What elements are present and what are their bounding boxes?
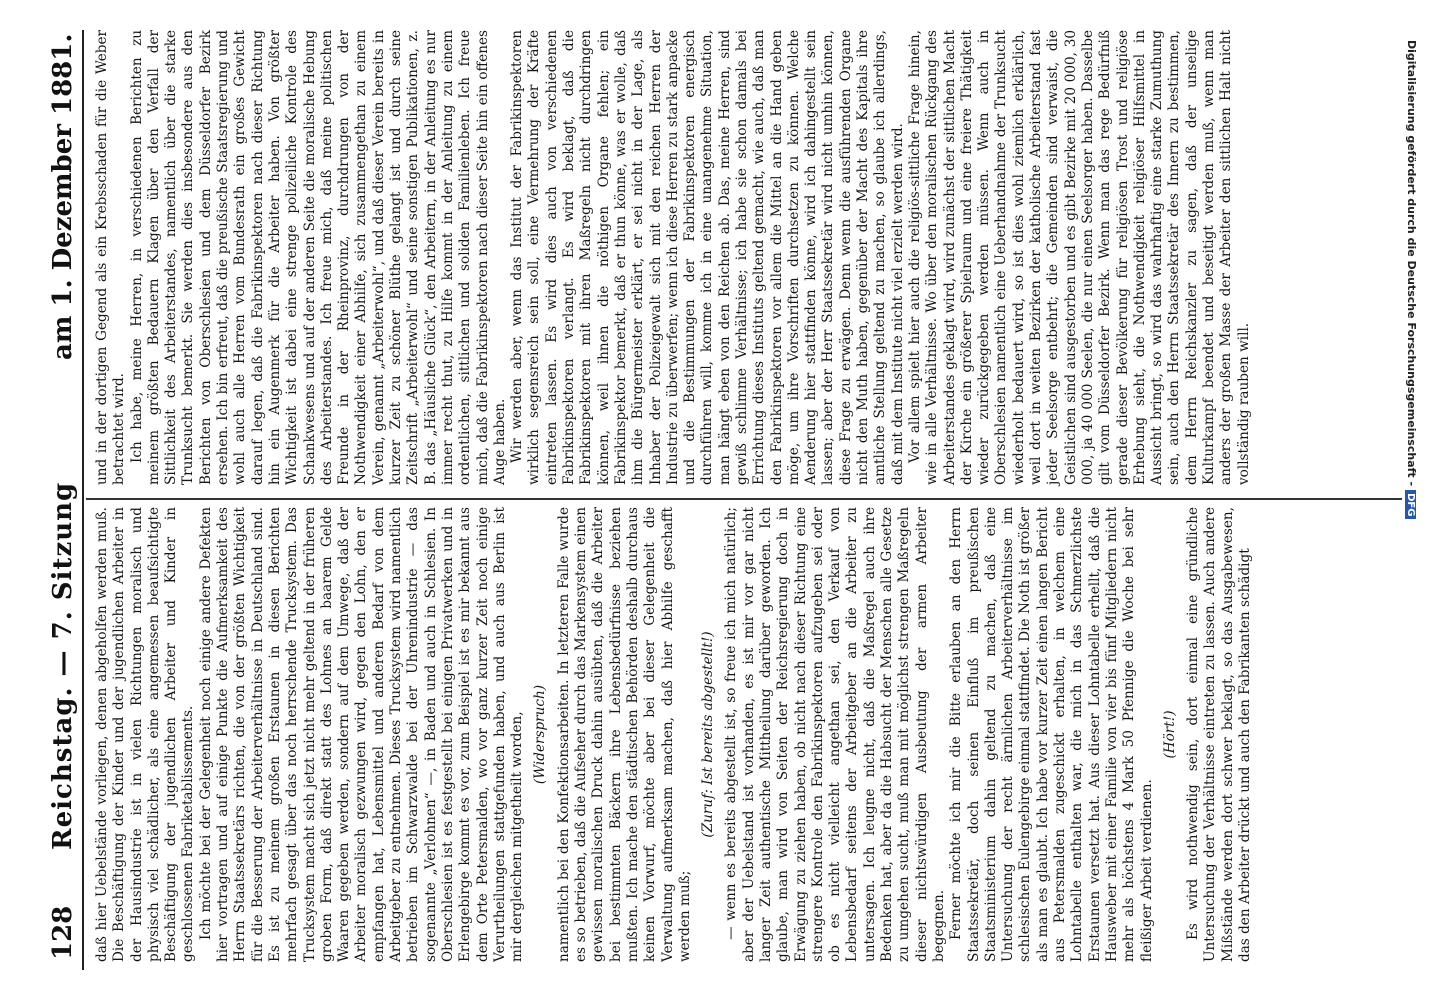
column-divider [86, 498, 1402, 500]
header-rule [82, 30, 84, 970]
page-header [44, 30, 78, 970]
session-title: Reichstag. — 7. Sitzung [48, 481, 78, 850]
session-date: am 1. Dezember 1881. [48, 33, 78, 360]
paragraph: Ich möchte bei der Gelegenheit noch einige andere Defekten hier vortragen und auf einige Punkte die Aufmerksamkeit des Herrn Staatssekretärs richten, die von der größten Wichtigkeit für die Besserung der Arbeiterverhältnisse in Deutschland sind. Es ist zu meinem großen Erstaunen in diesen Berichten mehrfach gesagt über das noch herrschende Trucksystem. Das Trucksystem macht sich jetzt nicht mehr geltend in der früheren groben Form, daß direkt statt des Lohnes an baarem Gelde Waaren gegeben werden, sondern auf dem Umwege, daß der Arbeiter moralisch gezwungen wird, gegen den Lohn, den er empfangen hat, Lebensmittel und anderen Bedarf von dem Arbeitgeber zu entnehmen. Dieses Trucksystem wird namentlich betrieben im Schwarzwalde bei der Uhrenindustrie — das sogenannte „Verlohnen“ —, in Baden und auch in Schlesien. In Oberschlesien ist es festgestellt bei einigen Privatwerken und in Erlengebirge kommt es vor, zum Beispiel ist es mir bekannt aus dem Orte Petersmalden, wo vor ganz kurzer Zeit noch einige Verurtheilungen stattgefunden haben, und auch aus Berlin ist mir dergleichen mitgetheilt worden, [197, 507, 526, 962]
interjection: (Widerspruch) [532, 684, 549, 785]
digitization-credit [1404, 40, 1418, 940]
paragraph: namentlich bei den Konfektionsarbeiten. In letzteren Falle wurde es so betrieben, daß die Aufseher durch das Markensystem einen gewissen moralischen Druck dahin ausübten, daß die Arbeiter bei bestimmten Bäckern ihre Lebensbedürfnisse beziehen mußten. Ich mache den städtischen Behörden deshalb durchaus keinen Vorwurf, möchte aber bei dieser Gelegenheit die Verwaltung aufmerksam machen, daß hier Abhilfe geschafft werden muß; [555, 507, 693, 962]
interjection: (Zuruf: Ist bereits abgestellt!) [700, 631, 717, 838]
paragraph: Vor allem spielt hier auch die religiös-sittliche Frage hinein, wie in alle Verhältnisse. Wo über den moralischen Rückgang des Arbeiterstandes geklagt wird, wird zunächst der sittlichen Macht der Kirche ein größerer Spielraum und eine freiere Thätigkeit wieder zurückgegeben werden müssen. Wenn auch in Oberschlesien namentlich eine Ueberhandnahme der Trunksucht wiederholt bedauert wird, so ist dies wohl ziemlich erklärlich, weil dort in weiten Bezirken der katholische Arbeiterstand fast jeder Seelsorge entbehrt; die Gemeinden sind verwaist, die Geistlichen sind ausgestorben und es gibt Bezirke mit 20 000, 30 000, ja 40 000 Seelen, die nur einen Seelsorger haben. Dasselbe gilt vom Düsseldorfer Bezirk. Wenn man das rege Bedürfniß gerade dieser Bevölkerung für religiösen Trost und religiöse Erhebung sieht, die Nothwendigkeit religiöser Hilfsmittel in Aussicht bringt, so wird das wahrhaftig eine starke Zumuthung sein, auch den Herrn Staatssekretär des Innern zu bestimmen, dem Herrn Reichskanzler zu sagen, daß der unselige Kulturkampf beendet und beseitigt werden muß, wenn man anders der großen Masse der Arbeiter den sittlichen Halt nicht vollständig rauben will. [906, 30, 1252, 485]
dfg-logo: DFG [1405, 490, 1416, 519]
paragraph: Es wird nothwendig sein, dort einmal eine gründliche Untersuchung der Verhältnisse eintreten zu lassen. Auch andere Mißstände werden dort schwer beklagt, so das Ausgabewesen, das den Arbeiter drückt und auch den Fabrikanten schädigt [1185, 507, 1253, 962]
paragraph: Wir werden aber, wenn das Institut der Fabrikinspektoren wirklich segensreich sein soll, eine Vermehrung der Kräfte eintreten lassen. Es wird dies auch von verschiedenen Fabrikinspektoren verlangt. Es wird beklagt, daß die Fabrikinspektoren mit ihren Maßregeln nicht durchdringen können, weil ihnen die nöthigen Organe fehlen; ein Fabrikinspektor bemerkt, daß er thun könne, was er wolle, daß ihm die Bürgermeister erklärt, er sei nicht in der Lage, als Inhaber der Polizeigewalt sich mit den reichen Herren der Industrie zu überwerfen; wenn ich diese Herren zu stark anpacke und die Bestimmungen der Fabrikinspektoren energisch durchführen will, komme ich in eine unangenehme Situation, man hängt eben von den Reichen ab. Das, meine Herren, sind gewiß schlimme Verhältnisse; ich habe sie schon damals bei Errichtung dieses Instituts geltend gemacht, wie auch, daß man den Fabrikinspektoren vor allem die Mittel an die Hand geben möge, um ihre Vorschriften durchsetzen zu können. Welche Aenderung hier stattfinden könne, wird ich dahingestellt sein lassen; aber der Herr Staatssekretär wird nicht umhin können, diese Frage zu erwägen. Denn wenn die ausführenden Organe nicht den Muth haben, gegenüber der Macht des Kapitals ihre amtliche Stellung geltend zu machen, so glaube ich allerdings, daß mit dem Institute nicht viel erzielt werden wird. [509, 30, 906, 485]
page-number: 128 [48, 905, 78, 960]
credit-text: Digitalisierung gefördert durch die Deutsche Forschungsgemeinschaft - [1405, 40, 1418, 487]
interjection: (Hört!) [1161, 710, 1178, 759]
paragraph: daß hier Uebelstände vorliegen, denen abgeholfen werden muß. Die Beschäftigung der Kinder und der jugendlichen Arbeiter in der Hausindustrie ist in vielen Richtungen moralisch und physisch viel schädlicher, als eine angemessen beaufsichtigte Beschäftigung der jugendlichen Arbeiter und Kinder in geschlossenen Fabriketablissements. [94, 507, 197, 962]
paragraph: — wenn es bereits abgestellt ist, so freue ich mich natürlich; aber der Uebelstand ist vorhanden, es ist mir vor gar nicht langer Zeit authentische Mittheilung darüber geworden. Ich glaube, man wird von Seiten der Reichsregierung doch in Erwägung zu ziehen haben, ob nicht nach dieser Richtung eine strengere Kontrole den Fabrikinspektoren aufzugeben sei oder ob es nicht vielleicht angethan sei, den Verkauf von Lebensbedarf seitens der Arbeitgeber an die Arbeiter zu untersagen. Ich leugne nicht, daß die Maßregel auch ihre Bedenken hat, aber da die Habsucht der Menschen alle Gesetze zu umgehen sucht, muß man mit möglichst strengen Maßregeln dieser nichtswürdigen Ausbeutung der armen Arbeiter begegnen. [723, 507, 947, 962]
paragraph: Ich habe, meine Herren, in verschiedenen Berichten zu meinem größten Bedauern Klagen über den Verfall der Sittlichkeit des Arbeiterstandes, namentlich über die starke Trunksucht bemerkt. Sie werden dies insbesondere aus den Berichten von Oberschlesien und dem Düsseldorfer Bezirk ersehen. Ich bin erfreut, daß die preußische Staatsregierung und wohl auch alle Herren vom Bundesrath ein großes Gewicht darauf legen, daß die Fabrikinspektoren nach dieser Richtung hin ein Augenmerk für die Arbeiter haben. Von größter Wichtigkeit ist dabei eine strenge polizeiliche Kontrole des Schankwesens und auf der anderen Seite die moralische Hebung des Arbeiterstandes. Ich freue mich, daß meine politischen Freunde in der Rheinprovinz, durchdrungen von der Nothwendigkeit einer Abhilfe, sich zusammengethan zu einem Verein, genannt „Arbeiterwohl“, und daß dieser Verein bereits in kurzer Zeit zu schöner Blüthe gelangt ist und durch seine Zeitschrift „Arbeiterwohl“ und seine sonstigen Publikationen, z. B. das „Häusliche Glück“, den Arbeitern, in der Anleitung es nur immer recht thut, zu Hilfe kommt in der Anleitung zu einem ordentlichen, sittlichen und soliden Familienleben. Ich freue mich, daß die Fabrikinspektoren nach dieser Seite hin ein offenes Auge haben. [128, 30, 508, 485]
paragraph: und in der dortigen Gegend als ein Krebsschaden für die Weber betrachtet wird. [94, 30, 128, 485]
left-column [94, 507, 1254, 962]
paragraph: Ferner möchte ich mir die Bitte erlauben an den Herrn Staatssekretär, doch seinen Einfluß im preußischen Staatsministerium dahin geltend zu machen, daß eine Untersuchung der recht ärmlichen Arbeiterverhältnisse im schlesischen Eulengebirge einmal stattfindet. Die Noth ist größer als man es glaubt. Ich habe vor kurzer Zeit einen langen Bericht aus Petersmalden zugeschickt erhalten, in welchem eine Lohntabelle enthalten war, die mich in das Schmerzlichste Erstaunen versetzt hat. Aus dieser Lohntabelle erhellt, daß die Hausweber mit einer Familie von vier bis fünf Mitgliedern nicht mehr als höchstens 4 Mark 50 Pfennige die Woche bei sehr fleißiger Arbeit verdienen. [948, 507, 1155, 962]
right-column [94, 30, 1253, 485]
